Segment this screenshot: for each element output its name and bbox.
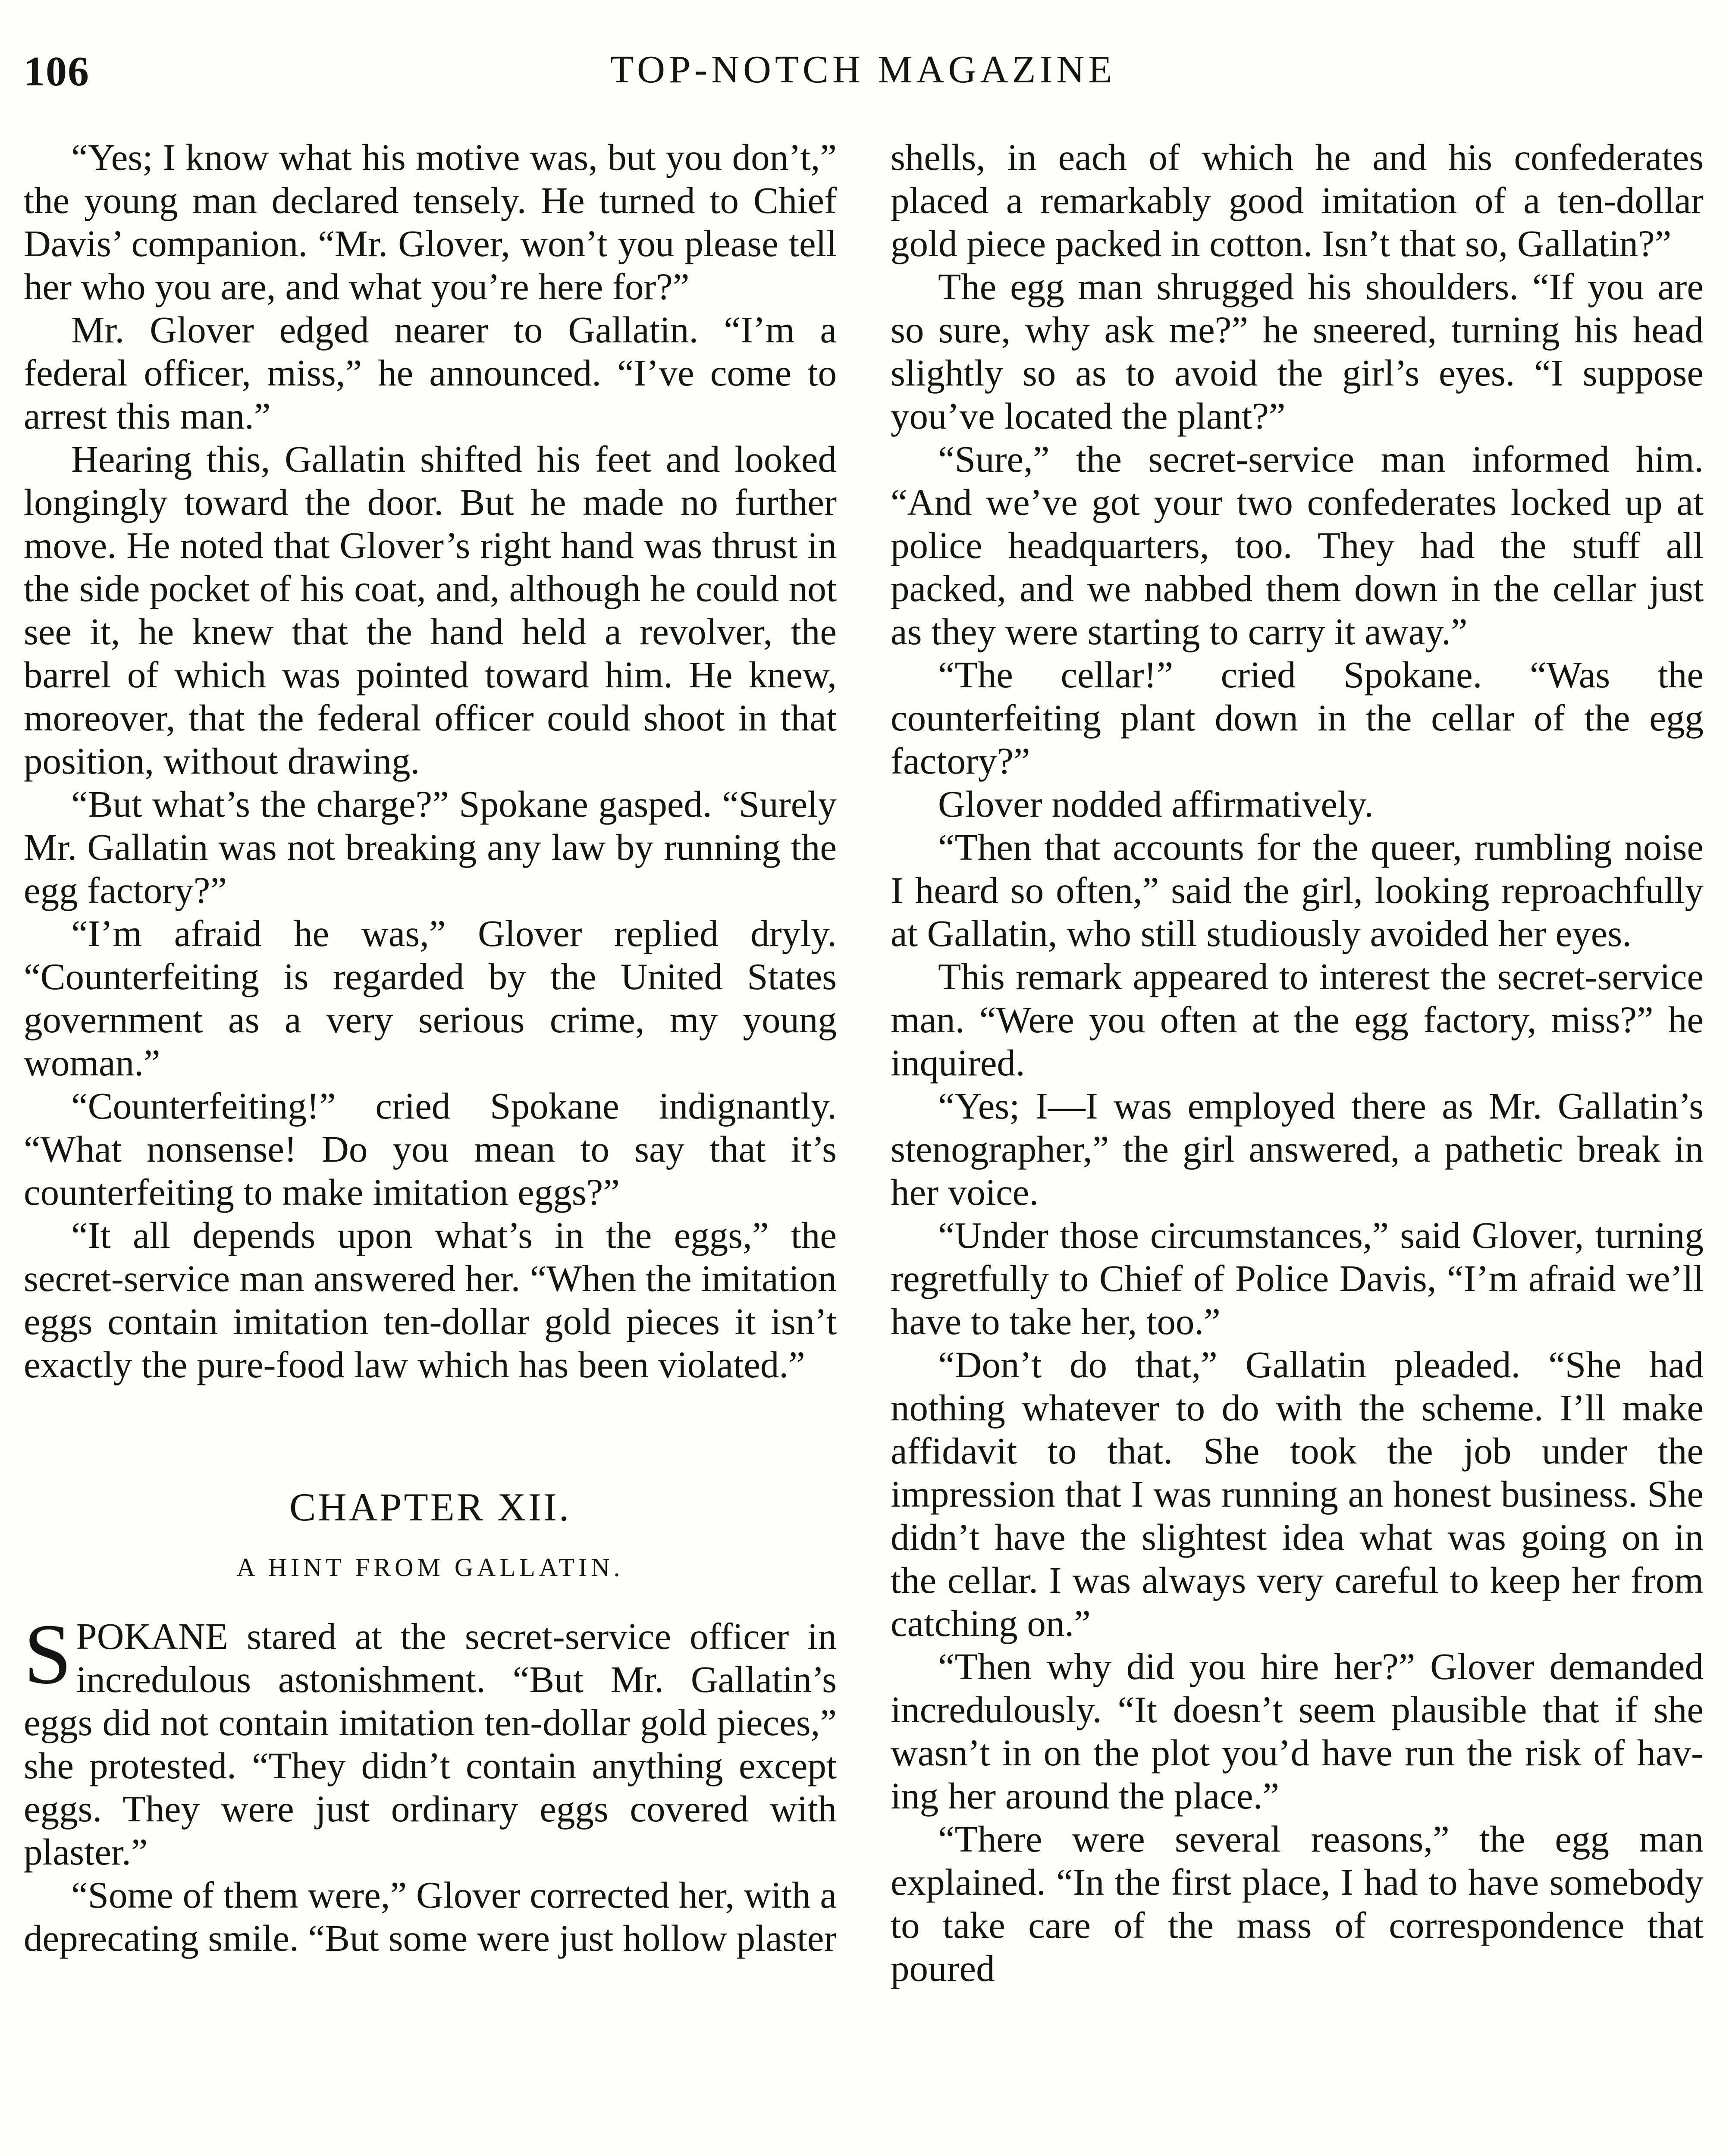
paragraph: “Under those circumstances,” said Glover, turning regretfully to Chief of Police Davis, “I’m afraid we’ll have to take her, too.”	[891, 1214, 1704, 1342]
paragraph: “Yes; I—I was employed there as Mr. Gallatin’s stenographer,” the girl answered, a pathetic break in her voice.	[891, 1085, 1704, 1213]
paragraph: “It all depends upon what’s in the eggs,” the secret-service man answered her. “When the imitation eggs contain imitation ten-dollar gold pieces it isn’t exactly the pure-food law which has been violated.”	[24, 1214, 837, 1385]
chapter-opening-text: POKANE stared at the secret-service officer in incredulous astonishment. “But Mr. Gallatin’s eggs did not contain imitation ten-dollar gold pieces,” she protested. “They didn’t contain anything except eggs. They were just ordinary eggs covered with plaster.”	[24, 1615, 837, 1873]
chapter-heading: CHAPTER XII.	[289, 1485, 571, 1529]
paragraph: “Sure,” the secret-service man informed him. “And we’ve got your two confederates locked up at police headquarters, too. They had the stuff all packed, and we nabbed them down in the cellar just as they were starting to carry it away.”	[891, 438, 1704, 652]
running-head: TOP-NOTCH MAGAZINE	[610, 48, 1116, 91]
drop-cap: S	[24, 1607, 72, 1702]
paragraph: Hearing this, Gallatin shifted his feet and looked longingly toward the door. But he made no further move. He noted that Glover’s right hand was thrust in the side pocket of his coat, and, although he could not see it, he knew that the hand held a revolver, the barrel of which was pointed toward him. He knew, moreover, that the federal officer could shoot in that position, without drawing.	[24, 438, 837, 782]
paragraph: “There were several reasons,” the egg man explained. “In the first place, I had to have somebody to take care of the mass of correspondence that poured	[891, 1818, 1704, 1989]
paragraph: Mr. Glover edged nearer to Gallatin. “I’m a federal officer, miss,” he announced. “I’ve come to arrest this man.”	[24, 309, 837, 437]
paragraph: “Then that accounts for the queer, rumbling noise I heard so often,” said the girl, looking reproachfully at Gallatin, who still studiously avoided her eyes.	[891, 826, 1704, 954]
paragraph: “Then why did you hire her?” Glover demanded incredulously. “It doesn’t seem plausible that if she wasn’t in on the plot you’d have run the risk of having her around the place.”	[891, 1645, 1704, 1817]
left-column	[24, 136, 837, 2156]
page-number: 106	[24, 48, 90, 95]
paragraph: Glover nodded affirmatively.	[938, 783, 1374, 825]
paragraph-continuation: shells, in each of which he and his confederates placed a remarkably good imitation of a ten-dollar gold piece packed in cotton. Isn’t that so, Gallatin?”	[891, 136, 1704, 264]
paragraph: “Don’t do that,” Gallatin pleaded. “She had nothing whatever to do with the scheme. I’ll make affidavit to that. She took the job under the impression that I was running an honest business. She didn’t have the slightest idea what was going on in the cellar. I was always very careful to keep her from catching on.”	[891, 1344, 1704, 1644]
chapter-subtitle: A HINT FROM GALLATIN.	[236, 1553, 624, 1582]
paragraph: This remark appeared to interest the secret-service man. “Were you often at the egg factory, miss?” he inquired.	[891, 956, 1704, 1084]
right-column	[891, 136, 1704, 2156]
paragraph: “Counterfeiting!” cried Spokane indignantly. “What nonsense! Do you mean to say that it’s counterfeiting to make imitation eggs?”	[24, 1085, 837, 1213]
paragraph: The egg man shrugged his shoulders. “If you are so sure, why ask me?” he sneered, turning his head slightly so as to avoid the girl’s eyes. “I suppose you’ve located the plant?”	[891, 266, 1704, 437]
paragraph: “The cellar!” cried Spokane. “Was the counterfeiting plant down in the cellar of the egg factory?”	[891, 654, 1704, 782]
page-header	[24, 47, 1702, 99]
paragraph: “Some of them were,” Glover corrected her, with a deprecating smile. “But some were just hollow plaster	[24, 1874, 837, 1959]
chapter-opening-paragraph	[24, 1607, 837, 1874]
paragraph: “I’m afraid he was,” Glover replied dryly. “Counterfeiting is regarded by the United States government as a very serious crime, my young woman.”	[24, 912, 837, 1084]
paragraph: “Yes; I know what his motive was, but you don’t,” the young man declared tensely. He turned to Chief Davis’ companion. “Mr. Glover, won’t you please tell her who you are, and what you’re here for?”	[24, 136, 837, 307]
paragraph: “But what’s the charge?” Spokane gasped. “Surely Mr. Gallatin was not breaking any law by running the egg factory?”	[24, 783, 837, 911]
